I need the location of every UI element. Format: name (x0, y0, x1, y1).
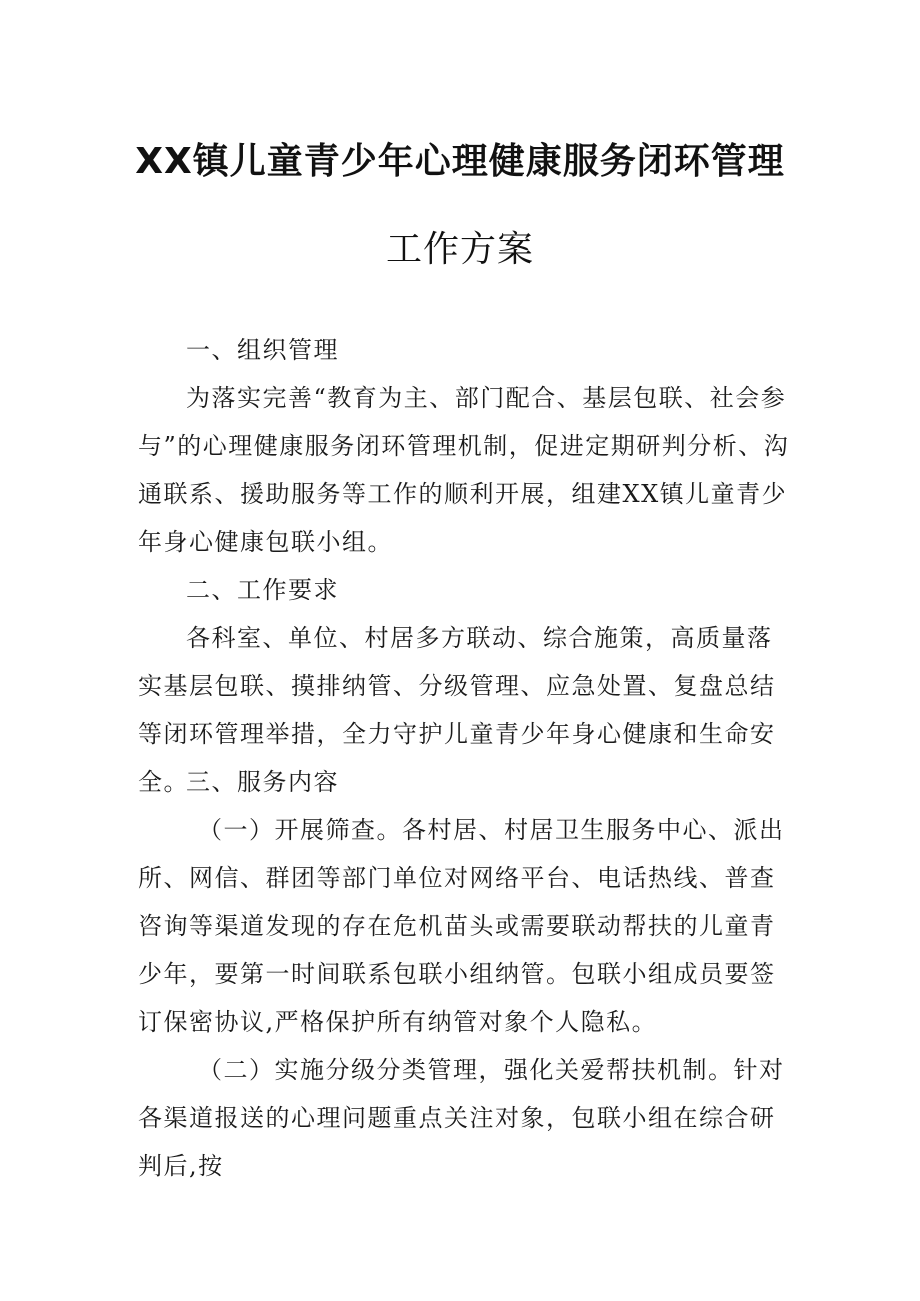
section-heading-requirements: 二、工作要求 (186, 576, 339, 604)
paragraph: （一）开展筛查。各村居、村居卫生服务中心、派出所、网信、群团等部门单位对网络平台、电话热线、普查咨询等渠道发现的存在危机苗头或需要联动帮扶的儿童青少年，要第一时间联系包联小组纳管。包联小组成员要签订保密协议,严格保护所有纳管对象个人隐私。 (138, 816, 785, 1036)
paragraph: 为落实完善“教育为主、部门配合、基层包联、社会参与”的心理健康服务闭环管理机制，促进定期研判分析、沟通联系、援助服务等工作的顺利开展，组建XX镇儿童青少年身心健康包联小组。 (138, 384, 790, 556)
paragraph: 各科室、单位、村居多方联动、综合施策，高质量落实基层包联、摸排纳管、分级管理、应急处置、复盘总结等闭环管理举措，全力守护儿童青少年身心健康和生命安全。 (138, 624, 776, 796)
document-title-line-1: XX镇儿童青少年心理健康服务闭环管理 (135, 141, 785, 182)
paragraph: （二）实施分级分类管理，强化关爱帮扶机制。针对各渠道报送的心理问题重点关注对象，包联小组在综合研判后,按 (138, 1056, 785, 1180)
section-services-body (138, 806, 790, 1190)
section-heading-organization: 一、组织管理 (186, 336, 339, 364)
section-heading-services: 三、服务内容 (186, 768, 339, 796)
document-title-line-2: 工作方案 (385, 229, 534, 270)
section-organization-body (138, 374, 790, 566)
